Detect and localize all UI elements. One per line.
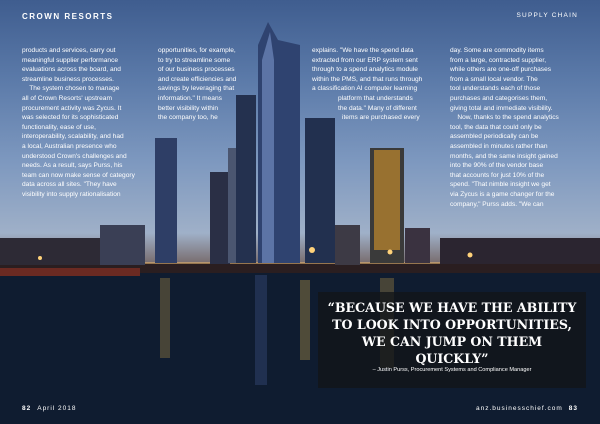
column-line: understood Crown's challenges and [22,152,127,160]
column-line: tool understands each of those [450,85,541,93]
column-line: team can now make sense of category [22,171,135,179]
page-number-right: 83 [568,405,578,412]
column-line: months, and the same insight gained [450,152,558,160]
column-line: evaluations across the board, and [22,66,121,74]
column-line: a local, Australian presence who [22,142,117,150]
column-line: that accounts for just 10% of the [450,171,545,179]
column-line: and create efficiencies and [158,75,237,83]
pull-quote: “BECAUSE WE HAVE THE ABILITY TO LOOK INTO OPPORTUNITIES, WE CAN JUMP ON THEM QUICKLY” [327,300,577,366]
text-column-2 [158,46,258,123]
column-line: opportunities, for example, [158,47,236,54]
column-line: day. Some are commodity items [450,47,544,54]
website-link[interactable]: anz.businesschief.com [476,405,563,412]
column-line: needs. As a result, says Purss, his [22,162,123,170]
column-line: into the 90% of the vendor base [450,162,544,170]
column-line: within the PMS, and that runs through [312,75,423,83]
column-line: while others are one-off purchases [450,66,552,74]
magazine-brand: CROWN RESORTS [22,12,114,21]
issue-date: April 2018 [37,405,77,412]
column-line: assembled periodically can be [450,133,539,141]
section-title: SUPPLY CHAIN [516,12,578,19]
column-line: explains. "We have the spend data [312,47,414,54]
column-line: company," Purss adds. "We can [450,200,544,208]
text-column-4 [450,46,582,209]
column-line: spend. "That nimble insight we get [450,181,551,189]
column-line: giving total and immediate visibility. [450,104,553,112]
quote-attribution: – Justin Purss, Procurement Systems and Compliance Manager [372,367,532,373]
column-line: visibility into supply rationalisation [22,190,121,198]
text-column-1 [22,46,150,200]
footer-left [22,405,77,412]
column-line: products and services, carry out [22,47,116,54]
column-line: tool, the data that could only be [450,123,542,131]
column-line: data across all sites. "They have [22,181,117,189]
column-line: meaningful supplier performance [22,56,119,64]
footer-right [476,405,578,412]
column-line: platform that understands [338,94,413,102]
column-line: assembled in minutes rather than [450,142,548,150]
column-line: savings by leveraging that [158,85,235,93]
column-line: via Zycus is a game changer for the [450,190,555,198]
column-line: all of Crown Resorts' upstream [22,94,112,102]
column-line: of our business processes [158,66,235,74]
column-line: from a small local vendor. The [450,75,538,83]
column-line: to try to streamline some [158,56,231,64]
column-line: extracted from our ERP system sent [312,56,418,64]
column-line: was selected for its sophisticated [22,114,119,122]
column-line: the company too, he [158,114,218,122]
column-line: the data." Many of different [338,104,417,112]
column-line: from a large, contracted supplier, [450,56,547,64]
page-number-left: 82 [22,405,32,412]
column-line: procurement activity was Zycus. It [22,104,122,112]
column-line: information." It means [158,94,222,102]
column-line: The system chosen to manage [22,85,120,93]
column-line: interoperability, scalability, and had [22,133,124,141]
column-line: better visibility within [158,104,219,112]
column-line: functionality, ease of use, [22,123,96,131]
column-line: Now, thanks to the spend analytics [450,114,559,122]
column-line: items are purchased every [342,114,420,122]
column-line: purchases and categorises them, [450,94,548,102]
column-line: a classification AI computer learning [312,85,418,93]
text-column-3 [312,46,447,123]
column-line: through to a spend analytics module [312,66,418,74]
column-line: streamline business processes. [22,75,114,83]
